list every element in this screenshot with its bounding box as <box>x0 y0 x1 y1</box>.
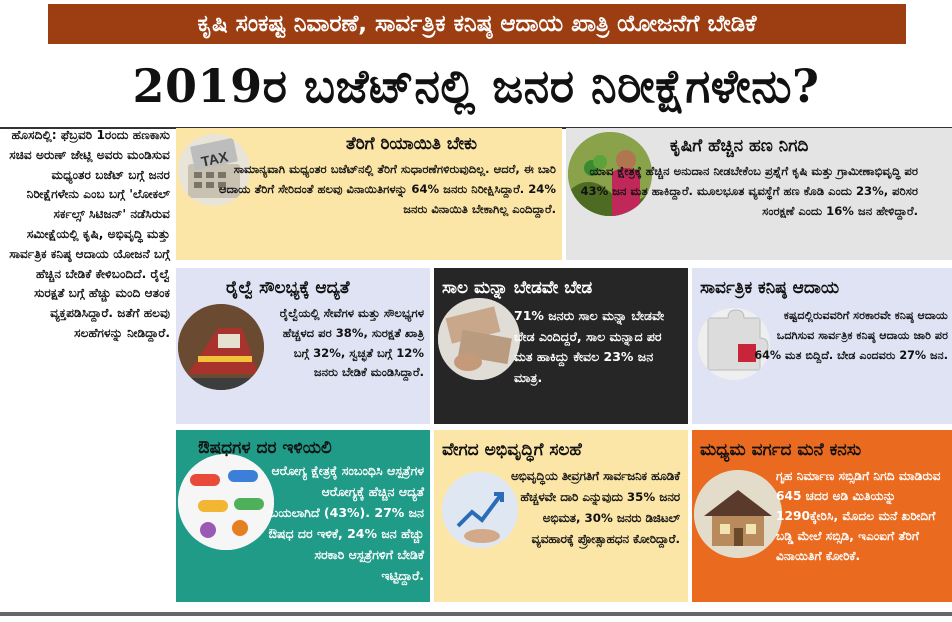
box-dev <box>434 430 688 602</box>
train-icon <box>178 304 264 390</box>
house-photo <box>694 470 782 558</box>
pills-icon <box>178 454 274 550</box>
house-icon <box>694 470 782 558</box>
box-tax-body: ಸಾಮಾನ್ಯವಾಗಿ ಮಧ್ಯಂತರ ಬಜೆಟ್‌ನಲ್ಲಿ ತೆರಿಗೆ ಸುಧಾರಣೆಗಳಿರುವುದಿಲ್ಲ. ಆದರೆ, ಈ ಬಾರಿ ಆದಾಯ ತೆರಿಗೆ ಸೇರಿದಂತೆ ಹಲವು ವಿನಾಯಿತಿಗಳನ್ನು 64% ಜನರು ನಿರೀಕ್ಷಿಸಿದ್ದಾರೆ. 24% ಜನರು ವಿನಾಯಿತಿ ಬೇಕಾಗಿಲ್ಲ ಎಂದಿದ್ದಾರೆ. <box>218 162 556 216</box>
train-photo <box>178 304 264 390</box>
box-tax-title: ತೆರಿಗೆ ರಿಯಾಯಿತಿ ಬೇಕು <box>346 134 478 154</box>
intro-dateline: ಹೊಸದಿಲ್ಲಿ: <box>11 128 57 142</box>
box-ubi <box>692 268 952 424</box>
box-ubi-title: ಸಾರ್ವತ್ರಿಕ ಕನಿಷ್ಠ ಆದಾಯ <box>700 278 840 298</box>
box-agri <box>566 128 952 260</box>
box-loan <box>434 268 688 424</box>
loan-photo <box>438 298 520 380</box>
banner: ಕೃಷಿ ಸಂಕಷ್ಟ ನಿವಾರಣೆ, ಸಾರ್ವತ್ರಿಕ ಕನಿಷ್ಠ ಆದಾಯ ಖಾತ್ರಿ ಯೋಜನೆಗೆ ಬೇಡಿಕೆ <box>48 4 906 44</box>
box-home <box>692 430 952 602</box>
box-loan-body: 71% ಜನರು ಸಾಲ ಮನ್ನಾ ಬೇಡವೇ ಬೇಡ ಎಂದಿದ್ದರೆ, ಸಾಲ ಮನ್ನಾದ ಪರ ಮತ ಹಾಕಿದ್ದು ಕೇವಲ 23% ಜನ ಮಾತ್ರ. <box>514 308 665 385</box>
money-icon <box>438 298 520 380</box>
box-med <box>176 430 430 602</box>
box-loan-title: ಸಾಲ ಮನ್ನಾ ಬೇಡವೇ ಬೇಡ <box>442 278 593 298</box>
box-rail-body: ರೈಲ್ವೆಯಲ್ಲಿ ಸೇವೆಗಳ ಮತ್ತು ಸೌಲಭ್ಯಗಳ ಹೆಚ್ಚಳದ ಪರ 38%, ಸುರಕ್ಷತೆ ಖಾತ್ರಿ ಬಗ್ಗೆ 32%, ಸ್ವಚ್ಛತೆ ಬಗ್ಗೆ 12% ಜನರು ಬೇಡಿಕೆ ಮಂಡಿಸಿದ್ದಾರೆ. <box>279 306 424 380</box>
intro-paragraph <box>4 126 170 344</box>
box-med-body: ಆರೋಗ್ಯ ಕ್ಷೇತ್ರಕ್ಕೆ ಸಂಬಂಧಿಸಿ ಆಸ್ಪತ್ರೆಗಳ ಆರೋಗ್ಯಕ್ಕೆ ಹೆಚ್ಚಿನ ಆದ್ಯತೆ ಬಯಲಾಗಿದೆ (43%). 27% ಜನ ಔಷಧ ದರ ಇಳಿಕೆ, 24% ಜನ ಹೆಚ್ಚು ಸರಕಾರಿ ಆಸ್ಪತ್ರೆಗಳಿಗೆ ಬೇಡಿಕೆ ಇಟ್ಟಿದ್ದಾರೆ. <box>268 463 424 583</box>
box-agri-body: ಯಾವ ಕ್ಷೇತ್ರಕ್ಕೆ ಹೆಚ್ಚಿನ ಅನುದಾನ ನೀಡಬೇಕೆಂಬ ಪ್ರಶ್ನೆಗೆ ಕೃಷಿ ಮತ್ತು ಗ್ರಾಮೀಣಾಭಿವೃದ್ಧಿ ಪರ 43% ಜನ ಮತ ಹಾಕಿದ್ದಾರೆ. ಮೂಲಭೂತ ವ್ಯವಸ್ಥೆಗೆ ಹಣ ಕೊಡಿ ಎಂದು 23%, ಪರಿಸರ ಸಂರಕ್ಷಣೆ ಎಂದು 16% ಜನ ಹೇಳಿದ್ದಾರೆ. <box>580 164 918 218</box>
box-dev-body: ಅಭಿವೃದ್ಧಿಯ ತೀವ್ರಗತಿಗೆ ಸಾರ್ವಜನಿಕ ಹೂಡಿಕೆ ಹೆಚ್ಚಳವೇ ದಾರಿ ಎನ್ನುವುದು 35% ಜನರ ಅಭಿಮತ, 30% ಜನರು ಡಿಜಿಟಲ್ ವ್ಯವಹಾರಕ್ಕೆ ಪ್ರೋತ್ಸಾಹಧನ ಕೋರಿದ್ದಾರೆ. <box>511 469 680 546</box>
headline: 2019ರ ಬಜೆಟ್‌ನಲ್ಲಿ ಜನರ ನಿರೀಕ್ಷೆಗಳೇನು? <box>132 59 820 113</box>
intro-text: ಫೆಬ್ರವರಿ 1ರಂದು ಹಣಕಾಸು ಸಚಿವ ಅರುಣ್ ಜೇಟ್ಲಿ ಅವರು ಮಂಡಿಸುವ ಮಧ್ಯಂತರ ಬಜೆಟ್ ಬಗ್ಗೆ ಜನರ ನಿರೀಕ್ಷೆಗಳೇನು ಎಂಬ ಬಗ್ಗೆ 'ಲೋಕಲ್ ಸರ್ಕಲ್ಸ್ ಸಿಟಿಜನ್' ನಡೆಸಿರುವ ಸಮೀಕ್ಷೆಯಲ್ಲಿ ಕೃಷಿ, ಅಭಿವೃದ್ಧಿ ಮತ್ತು ಸಾರ್ವತ್ರಿಕ ಕನಿಷ್ಠ ಆದಾಯ ಯೋಜನೆ ಬಗ್ಗೆ ಹೆಚ್ಚಿನ ಬೇಡಿಕೆ ಕೇಳಿಬಂದಿದೆ. ರೈಲ್ವೆ ಸುರಕ್ಷತೆ ಬಗ್ಗೆ ಹೆಚ್ಚು ಮಂದಿ ಆತಂಕ ವ್ಯಕ್ತಪಡಿಸಿದ್ದಾರೆ. ಜತೆಗೆ ಹಲವು ಸಲಹೆಗಳನ್ನು ನೀಡಿದ್ದಾರೆ. <box>9 128 170 340</box>
intro-column <box>4 126 170 606</box>
box-agri-title: ಕೃಷಿಗೆ ಹೆಚ್ಚಿನ ಹಣ ನಿಗದಿ <box>670 136 809 156</box>
bottom-rule <box>0 612 952 616</box>
box-med-title: ಔಷಧಗಳ ದರ ಇಳಿಯಲಿ <box>198 438 332 458</box>
pills-photo <box>178 454 274 550</box>
box-dev-title: ವೇಗದ ಅಭಿವೃದ್ಧಿಗೆ ಸಲಹೆ <box>442 440 582 460</box>
box-ubi-body: ಕಷ್ಟದಲ್ಲಿರುವವರಿಗೆ ಸರಕಾರವೇ ಕನಿಷ್ಠ ಆದಾಯ ಒದಗಿಸುವ ಸಾರ್ವತ್ರಿಕ ಕನಿಷ್ಠ ಆದಾಯ ಜಾರಿ ಪರ 64% ಮತ ಬಿದ್ದಿದೆ. ಬೇಡ ಎಂದವರು 27% ಜನ. <box>754 309 948 362</box>
tax-label: TAX <box>199 148 230 170</box>
box-tax <box>176 128 562 260</box>
box-rail-title: ರೈಲ್ವೆ ಸೌಲಭ್ಯಕ್ಕೆ ಆದ್ಯತೆ <box>226 278 350 298</box>
box-rail <box>176 268 430 424</box>
box-home-title: ಮಧ್ಯಮ ವರ್ಗದ ಮನೆ ಕನಸು <box>700 440 862 460</box>
box-home-body: ಗೃಹ ನಿರ್ಮಾಣ ಸಬ್ಸಿಡಿಗೆ ನಿಗದಿ ಮಾಡಿರುವ 645 ಚದರ ಅಡಿ ಮಿತಿಯನ್ನು 1290ಕ್ಕೇರಿಸಿ, ಮೊದಲ ಮನೆ ಖರೀದಿಗೆ ಬಡ್ಡಿ ಮೇಲೆ ಸಬ್ಸಿಡಿ, ಇಎಂಐಗೆ ತೆರಿಗೆ ವಿನಾಯಿತಿಗೆ ಕೋರಿಕೆ. <box>776 469 941 563</box>
